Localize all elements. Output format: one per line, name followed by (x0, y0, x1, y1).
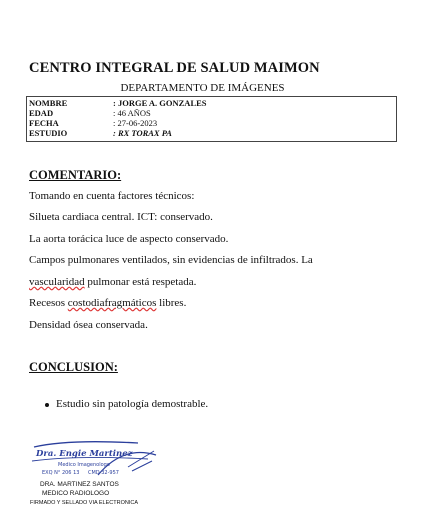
stamp-title-text: Medico Imagenologo (58, 462, 110, 468)
patient-info-box (26, 96, 397, 142)
patient-label: EDAD (29, 108, 54, 118)
conclusion-heading: CONCLUSION: (29, 360, 118, 374)
patient-label: NOMBRE (29, 98, 68, 108)
patient-label: FECHA (29, 118, 59, 128)
comentario-line: Silueta cardiaca central. ICT: conservado. (29, 211, 213, 223)
patient-label: ESTUDIO (29, 128, 68, 138)
comentario-line: vascularidad pulmonar está respetada. (29, 276, 197, 288)
stamp-cmd-text: CMD 32-957 (88, 470, 119, 476)
signature-stamp (28, 437, 160, 479)
comentario-heading: COMENTARIO: (29, 168, 122, 182)
patient-value: : 46 AÑOS (113, 108, 151, 118)
comentario-line: La aorta torácica luce de aspecto conservado. (29, 233, 229, 245)
bullet-icon (45, 403, 49, 407)
comentario-line: Tomando en cuenta factores técnicos: (29, 190, 195, 202)
comentario-line: Densidad ósea conservada. (29, 319, 148, 331)
clinic-name: CENTRO INTEGRAL DE SALUD MAIMON (29, 60, 320, 76)
spellcheck-word: costodiafragmáticos (67, 297, 157, 309)
patient-value: : JORGE A. GONZALES (113, 98, 207, 108)
doctor-name: DRA. MARTINEZ SANTOS (40, 481, 119, 488)
comentario-line: Recesos costodiafragmáticos libres. (29, 297, 187, 309)
spellcheck-word: vascularidad (29, 276, 85, 288)
comentario-line: Campos pulmonares ventilados, sin evidencias de infiltrados. La (29, 254, 313, 266)
department-title: DEPARTAMENTO DE IMÁGENES (120, 82, 285, 94)
stamp-name-text: Dra. Engie Martinez (36, 449, 133, 459)
patient-value: : 27-06-2023 (113, 118, 158, 128)
patient-value: : RX TORAX PA (113, 128, 172, 138)
stamp-exq-text: EXQ N° 206 13 (42, 470, 80, 476)
conclusion-item: Estudio sin patología demostrable. (56, 398, 209, 410)
signature-footer: FIRMADO Y SELLADO VIA ELECTRONICA (30, 500, 138, 506)
doctor-role: MEDICO RADIOLOGO (42, 490, 110, 497)
